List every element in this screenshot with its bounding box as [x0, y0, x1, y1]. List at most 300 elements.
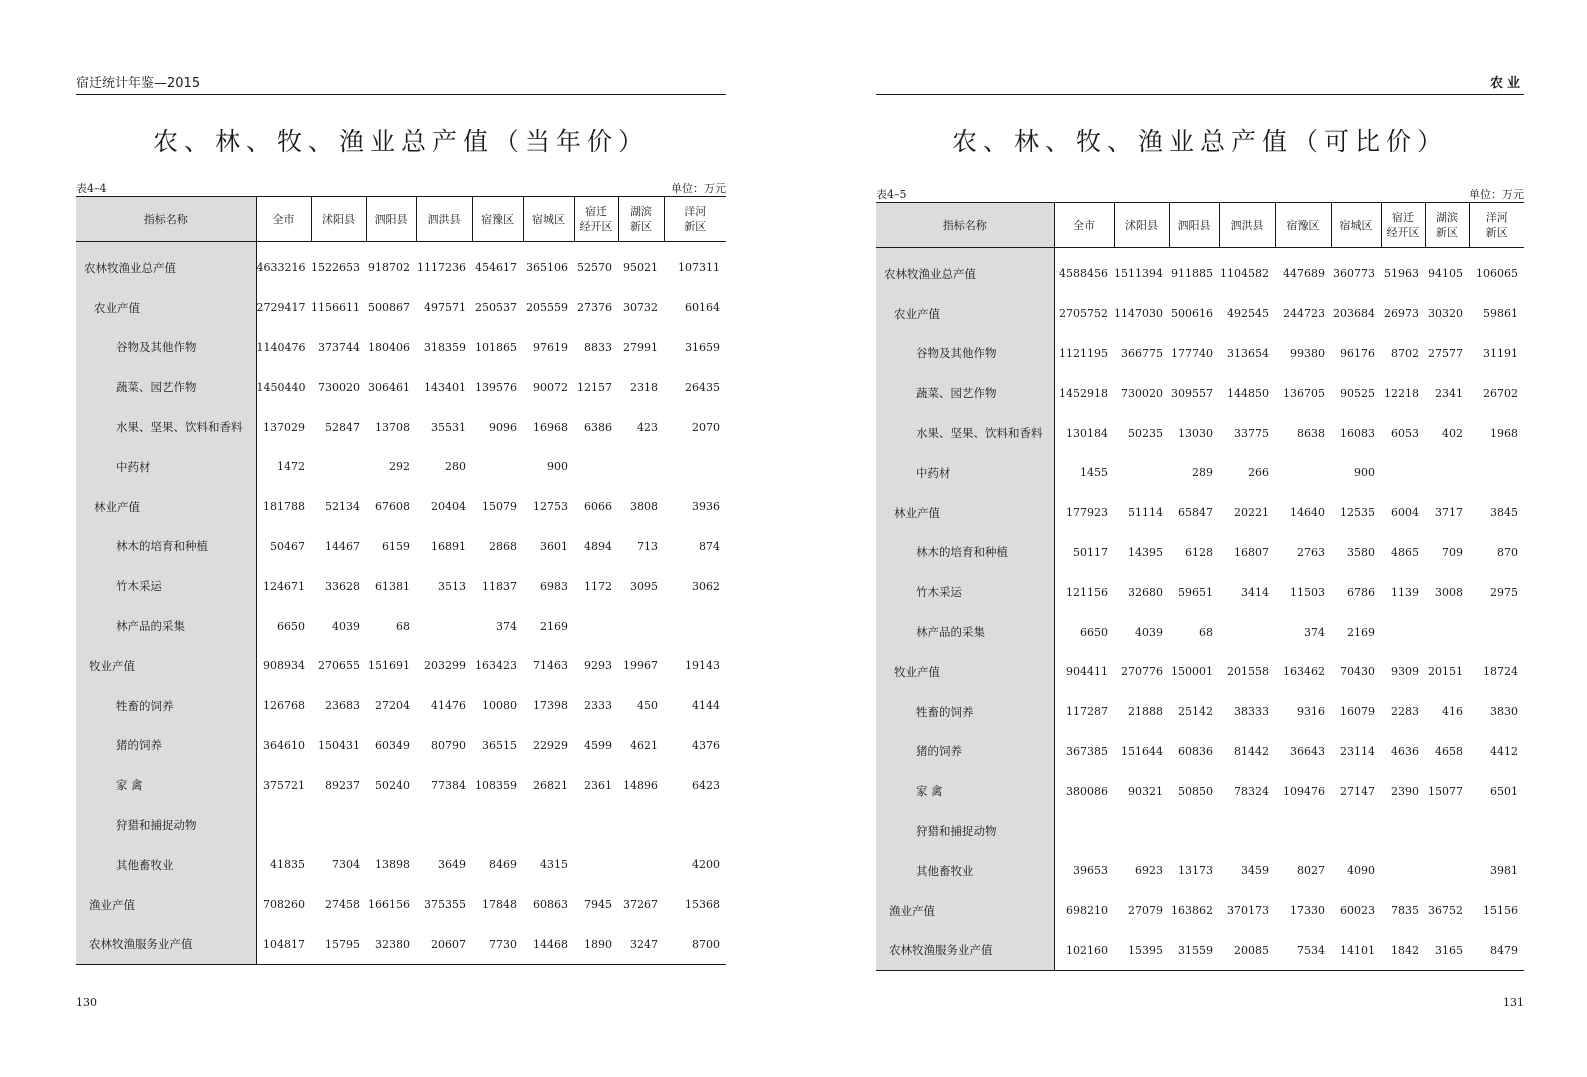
- cell-value: 15156: [1483, 904, 1518, 918]
- cell-value: 360773: [1333, 267, 1375, 281]
- cell-value: 1450440: [256, 380, 306, 394]
- cell-value: 9309: [1391, 665, 1419, 679]
- cell-value: 365106: [526, 261, 568, 275]
- row-label: 牲畜的饲养: [76, 686, 256, 726]
- cell-value: [1469, 453, 1524, 493]
- cell-value: 126768: [263, 699, 305, 713]
- cell-value: 20221: [1234, 506, 1269, 520]
- cell-value: 39653: [1073, 864, 1108, 878]
- cell-value: 1156611: [311, 301, 360, 315]
- cell-value: [1054, 811, 1114, 851]
- cell-value: 698210: [1066, 904, 1108, 918]
- cell-value: 144850: [1227, 386, 1269, 400]
- row-label: 农林牧渔业总产值: [876, 248, 1054, 294]
- cell-value: 2390: [1391, 784, 1419, 798]
- table-row: [876, 732, 1524, 772]
- cell-value: 1842: [1391, 943, 1419, 957]
- cell-value: 94105: [1428, 267, 1463, 281]
- table-row: [76, 487, 726, 527]
- cell-value: 30320: [1428, 307, 1463, 321]
- table-row: [76, 447, 726, 487]
- cell-value: 20404: [431, 500, 466, 514]
- table-row: [876, 413, 1524, 453]
- cell-value: [1219, 612, 1275, 652]
- cell-value: 3936: [692, 500, 720, 514]
- cell-value: 3414: [1241, 585, 1269, 599]
- cell-value: 4658: [1435, 744, 1463, 758]
- cell-value: 15395: [1128, 943, 1163, 957]
- cell-value: 8638: [1297, 426, 1325, 440]
- cell-value: 30732: [623, 301, 658, 315]
- table-code: 表4–4: [76, 182, 107, 195]
- cell-value: 6386: [584, 420, 612, 434]
- column-header: 宿豫区: [1275, 203, 1331, 248]
- cell-value: 26973: [1384, 307, 1419, 321]
- cell-value: 1452918: [1059, 386, 1108, 400]
- row-label: 牧业产值: [876, 652, 1054, 692]
- cell-value: 27458: [325, 898, 360, 912]
- table-row: [876, 334, 1524, 374]
- cell-value: 370173: [1227, 904, 1269, 918]
- cell-value: 203299: [424, 659, 466, 673]
- page-number: 130: [76, 996, 97, 1009]
- cell-value: 95021: [623, 261, 658, 275]
- table-row: [876, 572, 1524, 612]
- cell-value: 416: [1442, 705, 1463, 719]
- cell-value: 374: [496, 619, 517, 633]
- cell-value: 10080: [482, 699, 517, 713]
- cell-value: 1140476: [256, 340, 306, 354]
- cell-value: 90321: [1128, 784, 1163, 798]
- cell-value: 911885: [1171, 267, 1213, 281]
- cell-value: 730020: [318, 380, 360, 394]
- row-label: 狩猎和捕捉动物: [76, 805, 256, 845]
- cell-value: 2705752: [1059, 307, 1108, 321]
- cell-value: 102160: [1066, 943, 1108, 957]
- cell-value: 32680: [1128, 585, 1163, 599]
- row-label: 农林牧渔业总产值: [76, 242, 256, 288]
- cell-value: 4636: [1391, 744, 1419, 758]
- unit-label: 单位：万元: [1469, 188, 1524, 201]
- cell-value: 309557: [1171, 386, 1213, 400]
- cell-value: 6501: [1490, 784, 1518, 798]
- cell-value: 20151: [1428, 665, 1463, 679]
- cell-value: 15079: [482, 500, 517, 514]
- header-indicator-name: 指标名称: [76, 197, 256, 242]
- cell-value: 41476: [431, 699, 466, 713]
- cell-value: 117287: [1066, 705, 1108, 719]
- cell-value: 7534: [1297, 943, 1325, 957]
- cell-value: 13030: [1178, 426, 1213, 440]
- row-label: 竹木采运: [876, 572, 1054, 612]
- cell-value: 900: [547, 460, 568, 474]
- cell-value: 124671: [263, 579, 305, 593]
- table-row: [876, 692, 1524, 732]
- column-header: 泗阳县: [366, 197, 416, 242]
- cell-value: 270776: [1121, 665, 1163, 679]
- cell-value: 17398: [533, 699, 568, 713]
- page-number: 131: [1503, 996, 1524, 1009]
- yearbook-title: 宿迁统计年鉴—2015: [76, 76, 201, 91]
- cell-value: 4865: [1391, 545, 1419, 559]
- cell-value: 492545: [1227, 307, 1269, 321]
- cell-value: 18724: [1483, 665, 1518, 679]
- cell-value: 163423: [475, 659, 517, 673]
- cell-value: 4090: [1347, 864, 1375, 878]
- cell-value: 14640: [1290, 506, 1325, 520]
- cell-value: 6650: [277, 619, 305, 633]
- cell-value: 96176: [1340, 346, 1375, 360]
- cell-value: 6128: [1185, 545, 1213, 559]
- table-row: [876, 248, 1524, 294]
- cell-value: [1425, 453, 1469, 493]
- cell-value: 500867: [368, 301, 410, 315]
- cell-value: 60836: [1178, 744, 1213, 758]
- cell-value: [618, 845, 664, 885]
- cell-value: [311, 447, 366, 487]
- cell-value: 4599: [584, 738, 612, 752]
- cell-value: 36515: [482, 738, 517, 752]
- cell-value: [574, 845, 618, 885]
- cell-value: 150431: [318, 738, 360, 752]
- cell-value: 2341: [1435, 386, 1463, 400]
- cell-value: 1121195: [1059, 346, 1108, 360]
- cell-value: 364610: [263, 738, 305, 752]
- column-header: 宿城区: [1331, 203, 1381, 248]
- row-label: 狩猎和捕捉动物: [876, 811, 1054, 851]
- cell-value: 2283: [1391, 705, 1419, 719]
- column-header: 湖滨 新区: [618, 197, 664, 242]
- column-header: 宿豫区: [472, 197, 523, 242]
- cell-value: 23683: [325, 699, 360, 713]
- table-row: [876, 612, 1524, 652]
- cell-value: 918702: [368, 261, 410, 275]
- cell-value: 78324: [1234, 784, 1269, 798]
- cell-value: 81442: [1234, 744, 1269, 758]
- cell-value: 4621: [630, 738, 658, 752]
- cell-value: 2169: [1347, 625, 1375, 639]
- column-header: 宿迁 经开区: [1381, 203, 1425, 248]
- column-header: 宿城区: [523, 197, 574, 242]
- cell-value: 14896: [623, 778, 658, 792]
- cell-value: 367385: [1066, 744, 1108, 758]
- column-header: 全市: [256, 197, 311, 242]
- cell-value: [664, 805, 726, 845]
- cell-value: 25142: [1178, 705, 1213, 719]
- cell-value: 14467: [325, 539, 360, 553]
- cell-value: 13898: [375, 858, 410, 872]
- table-row: [76, 288, 726, 328]
- cell-value: 32380: [375, 937, 410, 951]
- cell-value: 139576: [475, 380, 517, 394]
- table-row: [876, 771, 1524, 811]
- cell-value: 313654: [1227, 346, 1269, 360]
- table-row: [76, 805, 726, 845]
- cell-value: 874: [699, 539, 720, 553]
- cell-value: [416, 606, 472, 646]
- cell-value: 402: [1442, 426, 1463, 440]
- cell-value: 447689: [1283, 267, 1325, 281]
- cell-value: 318359: [424, 340, 466, 354]
- row-label: 猪的饲养: [876, 732, 1054, 772]
- cell-value: 306461: [368, 380, 410, 394]
- cell-value: 50235: [1128, 426, 1163, 440]
- cell-value: 19967: [623, 659, 658, 673]
- cell-value: 4315: [540, 858, 568, 872]
- cell-value: 201558: [1227, 665, 1269, 679]
- cell-value: [1469, 811, 1524, 851]
- cell-value: 121156: [1066, 585, 1108, 599]
- table-title: 农、林、牧、渔业总产值（可比价）: [951, 127, 1448, 156]
- cell-value: 15077: [1428, 784, 1463, 798]
- cell-value: 3649: [438, 858, 466, 872]
- cell-value: 35531: [431, 420, 466, 434]
- table-title: 农、林、牧、渔业总产值（当年价）: [152, 127, 649, 156]
- row-label: 农林牧渔服务业产值: [876, 931, 1054, 971]
- cell-value: 730020: [1121, 386, 1163, 400]
- cell-value: 71463: [533, 659, 568, 673]
- cell-value: 2975: [1490, 585, 1518, 599]
- data-table: [876, 202, 1524, 971]
- cell-value: [416, 805, 472, 845]
- cell-value: 21888: [1128, 705, 1163, 719]
- cell-value: 80790: [431, 738, 466, 752]
- cell-value: 1147030: [1114, 307, 1163, 321]
- cell-value: 50467: [270, 539, 305, 553]
- table-row: [76, 845, 726, 885]
- cell-value: 50240: [375, 778, 410, 792]
- cell-value: 60023: [1340, 904, 1375, 918]
- cell-value: 163862: [1171, 904, 1213, 918]
- cell-value: 52134: [325, 500, 360, 514]
- row-label: 家 禽: [76, 765, 256, 805]
- row-label: 牲畜的饲养: [876, 692, 1054, 732]
- cell-value: 9293: [584, 659, 612, 673]
- cell-value: 101865: [475, 340, 517, 354]
- cell-value: 3095: [630, 579, 658, 593]
- cell-value: 2070: [692, 420, 720, 434]
- cell-value: 52847: [325, 420, 360, 434]
- cell-value: 3601: [540, 539, 568, 553]
- cell-value: 4376: [692, 738, 720, 752]
- cell-value: 497571: [424, 301, 466, 315]
- table-row: [76, 885, 726, 925]
- cell-value: 70430: [1340, 665, 1375, 679]
- cell-value: [1425, 851, 1469, 891]
- row-label: 林业产值: [76, 487, 256, 527]
- cell-value: 205559: [526, 301, 568, 315]
- cell-value: 250537: [475, 301, 517, 315]
- cell-value: [1381, 453, 1425, 493]
- cell-value: 20607: [431, 937, 466, 951]
- cell-value: 2333: [584, 699, 612, 713]
- section-title: 农业: [1489, 76, 1524, 91]
- cell-value: 375355: [424, 898, 466, 912]
- cell-value: [366, 805, 416, 845]
- cell-value: 181788: [263, 500, 305, 514]
- column-header: 泗洪县: [416, 197, 472, 242]
- cell-value: 4633216: [256, 261, 306, 275]
- cell-value: 26702: [1483, 386, 1518, 400]
- cell-value: 3459: [1241, 864, 1269, 878]
- cell-value: 6786: [1347, 585, 1375, 599]
- cell-value: 27147: [1340, 784, 1375, 798]
- cell-value: 266: [1248, 466, 1269, 480]
- cell-value: 1511394: [1114, 267, 1163, 281]
- cell-value: 16968: [533, 420, 568, 434]
- cell-value: 3062: [692, 579, 720, 593]
- cell-value: 33628: [325, 579, 360, 593]
- cell-value: 11503: [1290, 585, 1325, 599]
- cell-value: 3165: [1435, 943, 1463, 957]
- row-label: 牧业产值: [76, 646, 256, 686]
- cell-value: 1104582: [1220, 267, 1269, 281]
- cell-value: 36752: [1428, 904, 1463, 918]
- cell-value: [618, 805, 664, 845]
- cell-value: [1425, 612, 1469, 652]
- cell-value: [1114, 453, 1169, 493]
- row-label: 渔业产值: [76, 885, 256, 925]
- column-header: 宿迁 经开区: [574, 197, 618, 242]
- row-label: 其他畜牧业: [876, 851, 1054, 891]
- cell-value: 1172: [584, 579, 612, 593]
- cell-value: 9096: [489, 420, 517, 434]
- cell-value: 6650: [1080, 625, 1108, 639]
- cell-value: 280: [445, 460, 466, 474]
- cell-value: 3845: [1490, 506, 1518, 520]
- table-row: [876, 811, 1524, 851]
- cell-value: [1381, 811, 1425, 851]
- cell-value: 14468: [533, 937, 568, 951]
- cell-value: 97619: [533, 340, 568, 354]
- cell-value: [472, 447, 523, 487]
- table-row: [876, 851, 1524, 891]
- cell-value: [523, 805, 574, 845]
- cell-value: 244723: [1283, 307, 1325, 321]
- cell-value: 27204: [375, 699, 410, 713]
- cell-value: 177740: [1171, 346, 1213, 360]
- cell-value: 180406: [368, 340, 410, 354]
- cell-value: 4200: [692, 858, 720, 872]
- cell-value: 709: [1442, 545, 1463, 559]
- table-row: [876, 294, 1524, 334]
- cell-value: 4588456: [1059, 267, 1108, 281]
- cell-value: 16891: [431, 539, 466, 553]
- cell-value: 12535: [1340, 506, 1375, 520]
- cell-value: 150001: [1171, 665, 1213, 679]
- column-header: 洋河 新区: [1469, 203, 1524, 248]
- cell-value: 107311: [678, 261, 720, 275]
- cell-value: 51963: [1384, 267, 1419, 281]
- cell-value: [1275, 453, 1331, 493]
- table-row: [876, 652, 1524, 692]
- cell-value: 59651: [1178, 585, 1213, 599]
- cell-value: 60863: [533, 898, 568, 912]
- cell-value: 3008: [1435, 585, 1463, 599]
- table-code: 表4–5: [876, 188, 907, 201]
- cell-value: 6923: [1135, 864, 1163, 878]
- column-header: 沭阳县: [311, 197, 366, 242]
- cell-value: 450: [637, 699, 658, 713]
- cell-value: 27577: [1428, 346, 1463, 360]
- row-label: 林木的培育和种植: [876, 533, 1054, 573]
- cell-value: 3717: [1435, 506, 1463, 520]
- cell-value: 104817: [263, 937, 305, 951]
- cell-value: [256, 805, 311, 845]
- cell-value: 203684: [1333, 307, 1375, 321]
- table-row: [876, 453, 1524, 493]
- row-label: 谷物及其他作物: [76, 328, 256, 368]
- table-row: [76, 726, 726, 766]
- row-label: 中药材: [76, 447, 256, 487]
- row-label: 农业产值: [876, 294, 1054, 334]
- cell-value: 109476: [1283, 784, 1325, 798]
- cell-value: 77384: [431, 778, 466, 792]
- cell-value: 1522653: [311, 261, 360, 275]
- data-table: [76, 196, 726, 965]
- cell-value: 36643: [1290, 744, 1325, 758]
- cell-value: [1425, 811, 1469, 851]
- cell-value: 11837: [482, 579, 517, 593]
- cell-value: 17330: [1290, 904, 1325, 918]
- cell-value: 14101: [1340, 943, 1375, 957]
- cell-value: 90525: [1340, 386, 1375, 400]
- running-header: [876, 74, 1524, 95]
- cell-value: 1139: [1391, 585, 1419, 599]
- cell-value: [1331, 811, 1381, 851]
- cell-value: 3247: [630, 937, 658, 951]
- cell-value: 6053: [1391, 426, 1419, 440]
- cell-value: 375721: [263, 778, 305, 792]
- cell-value: 1968: [1490, 426, 1518, 440]
- table-row: [76, 925, 726, 965]
- row-label: 蔬菜、园艺作物: [76, 367, 256, 407]
- right-page: [876, 0, 1524, 1077]
- table-row: [876, 373, 1524, 413]
- table-row: [76, 686, 726, 726]
- table-row: [76, 606, 726, 646]
- cell-value: 20085: [1234, 943, 1269, 957]
- cell-value: 500616: [1171, 307, 1213, 321]
- column-header: 泗洪县: [1219, 203, 1275, 248]
- cell-value: 7304: [332, 858, 360, 872]
- column-header: 泗阳县: [1169, 203, 1219, 248]
- cell-value: 90072: [533, 380, 568, 394]
- cell-value: 50850: [1178, 784, 1213, 798]
- cell-value: [1219, 811, 1275, 851]
- cell-value: [1469, 612, 1524, 652]
- cell-value: 27376: [577, 301, 612, 315]
- cell-value: 12218: [1384, 386, 1419, 400]
- cell-value: 65847: [1178, 506, 1213, 520]
- cell-value: 374: [1304, 625, 1325, 639]
- cell-value: 151691: [368, 659, 410, 673]
- cell-value: 8469: [489, 858, 517, 872]
- cell-value: 61381: [375, 579, 410, 593]
- cell-value: 366775: [1121, 346, 1163, 360]
- cell-value: 2868: [489, 539, 517, 553]
- cell-value: 60164: [685, 301, 720, 315]
- cell-value: [574, 606, 618, 646]
- cell-value: 7945: [584, 898, 612, 912]
- cell-value: [618, 447, 664, 487]
- cell-value: 33775: [1234, 426, 1269, 440]
- row-label: 谷物及其他作物: [876, 334, 1054, 374]
- cell-value: 2169: [540, 619, 568, 633]
- cell-value: 89237: [325, 778, 360, 792]
- cell-value: 143401: [424, 380, 466, 394]
- cell-value: 31191: [1483, 346, 1518, 360]
